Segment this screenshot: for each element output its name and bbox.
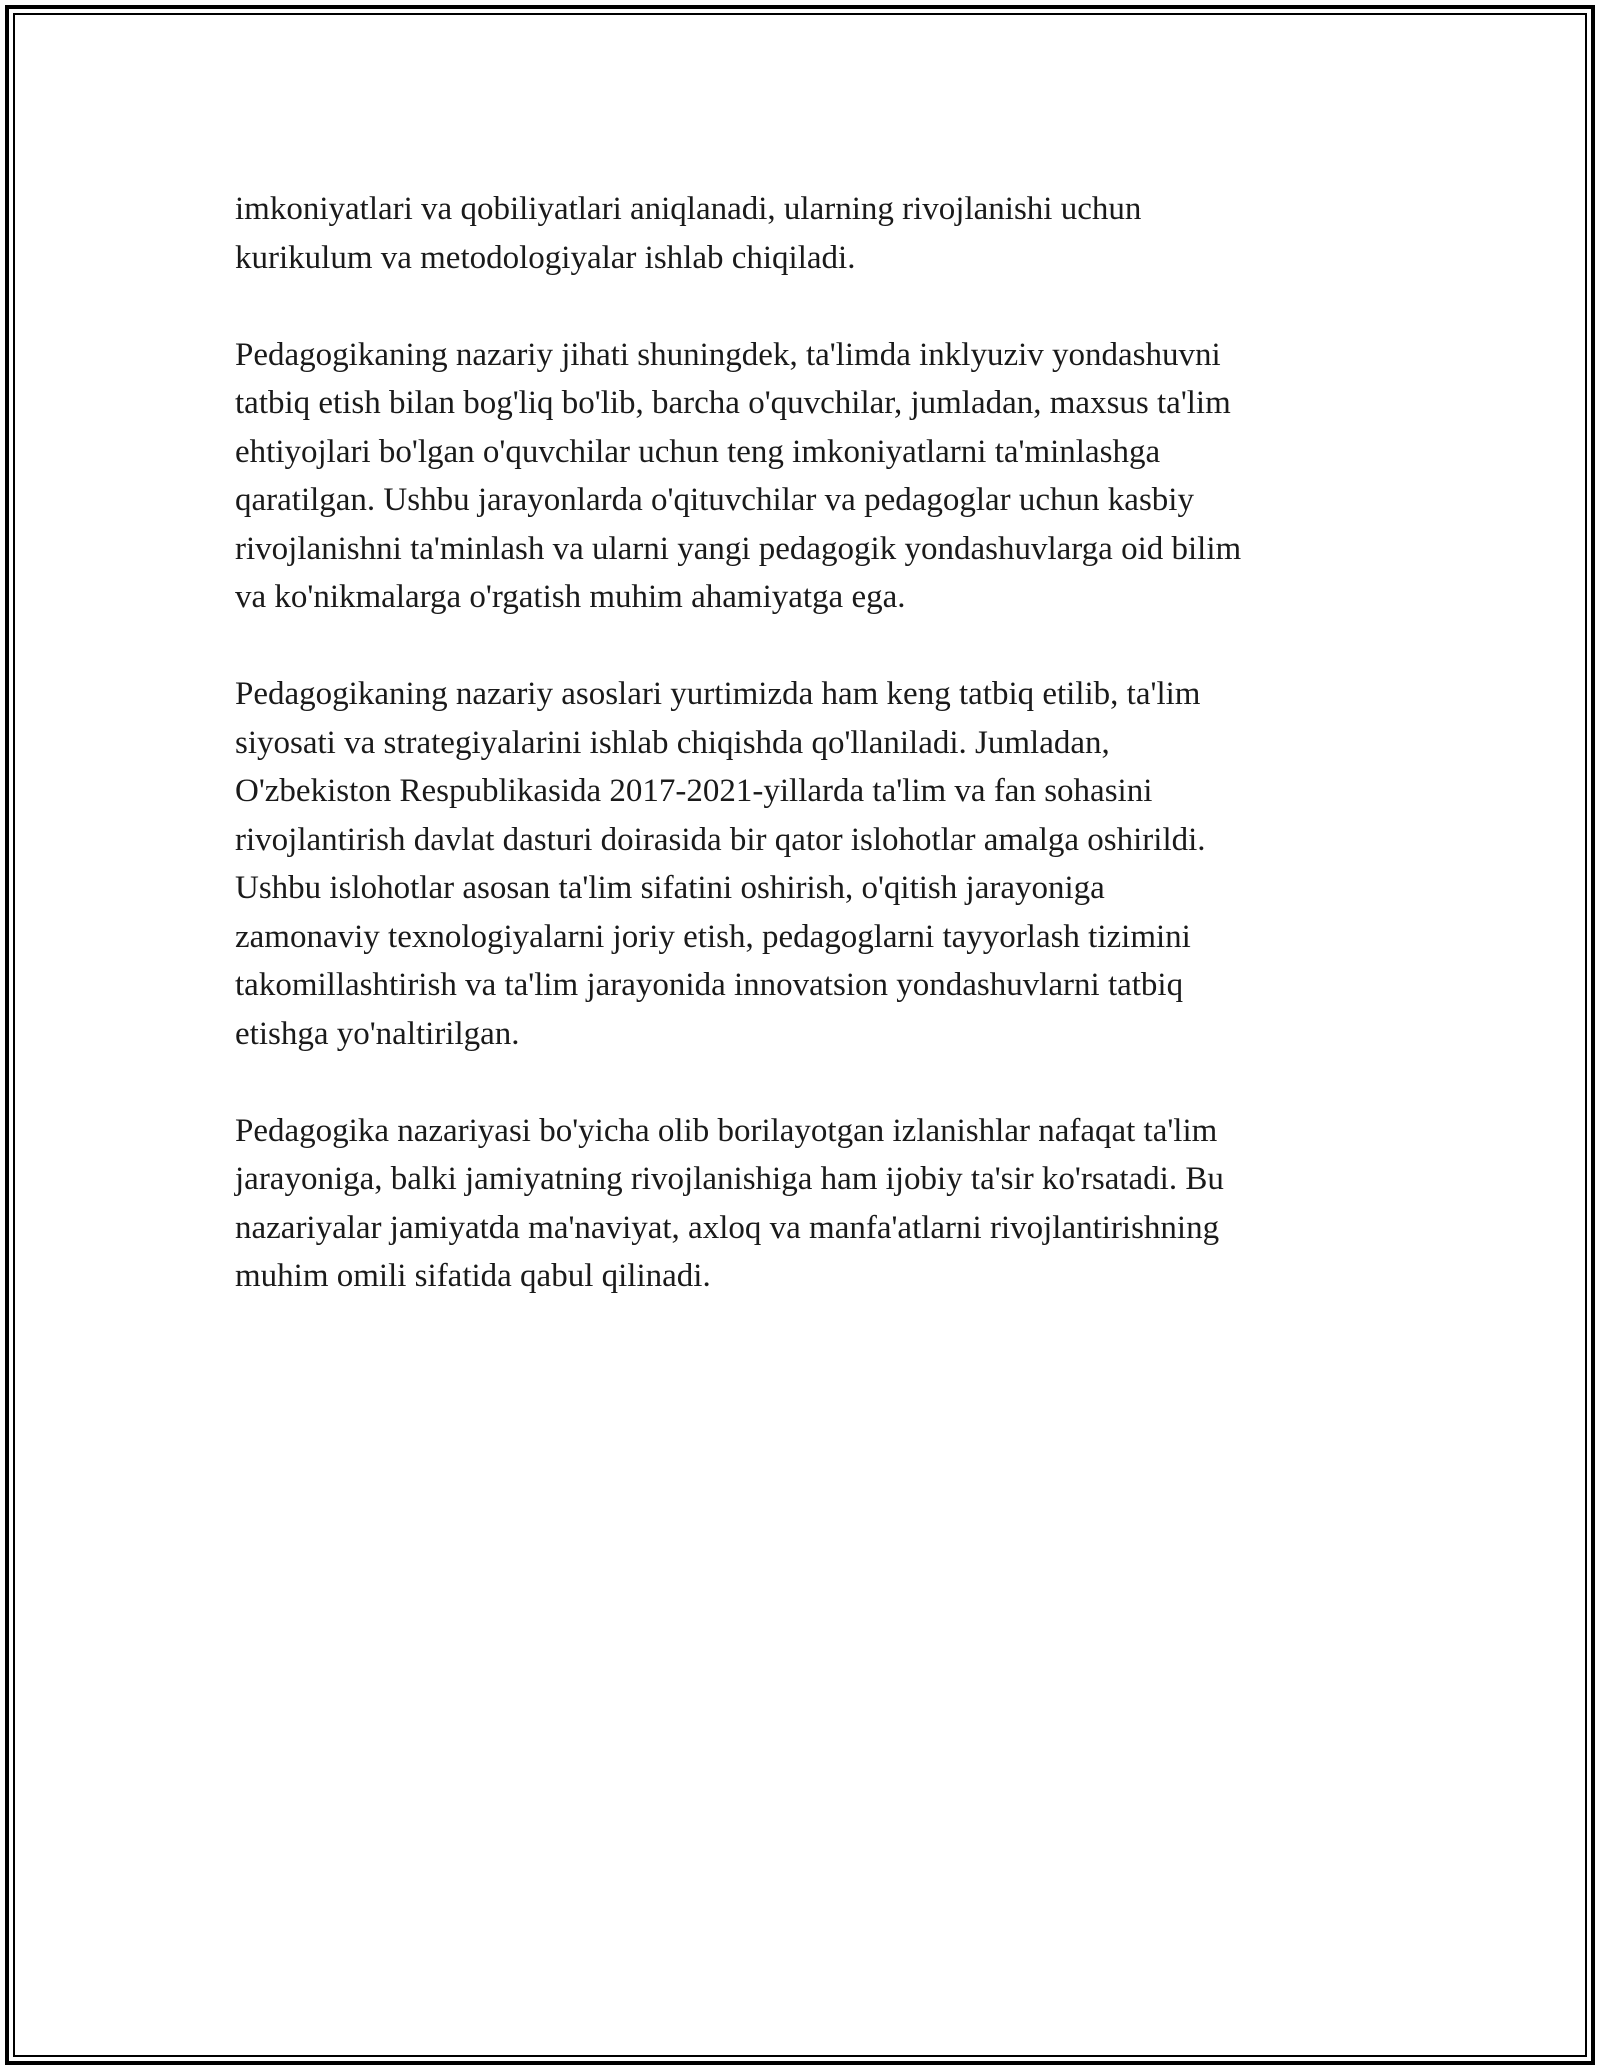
paragraph-1: imkoniyatlari va qobiliyatlari aniqlanadi, ularning rivojlanishi uchun kurikulum va metodologiyalar ishlab chiqiladi. [235,191,1142,276]
document-body [235,185,1375,1349]
paragraph-4: Pedagogika nazariyasi bo'yicha olib borilayotgan izlanishlar nafaqat ta'lim jarayoniga, balki jamiyatning rivojlanishiga ham ijobiy ta'sir ko'rsatadi. Bu nazariyalar jamiyatda ma'naviyat, axloq va manfa'atlarni rivojlantirishning muhim omili sifatida qabul qilinadi. [235,1112,1224,1294]
paragraph-2: Pedagogikaning nazariy jihati shuningdek, ta'limda inklyuziv yondashuvni tatbiq etish bilan bog'liq bo'lib, barcha o'quvchilar, jumladan, maxsus ta'lim ehtiyojlari bo'lgan o'quvchilar uchun teng imkoniyatlarni ta'minlashga qaratilgan. Ushbu jarayonlarda o'qituvchilar va pedagoglar uchun kasbiy rivojlanishni ta'minlash va ularni yangi pedagogik yondashuvlarga oid bilim va ko'nikmalarga o'rgatish muhim ahamiyatga ega. [235,336,1242,615]
paragraph-3: Pedagogikaning nazariy asoslari yurtimizda ham keng tatbiq etilib, ta'lim siyosati va strategiyalarini ishlab chiqishda qo'llaniladi. Jumladan, O'zbekiston Respublikasida 2017-2021-yillarda ta'lim va fan sohasini rivojlantirish davlat dasturi doirasida bir qator islohotlar amalga oshirildi. Ushbu islohotlar asosan ta'lim sifatini oshirish, o'qitish jarayoniga zamonaviy texnologiyalarni joriy etish, pedagoglarni tayyorlash tizimini takomillashtirish va ta'lim jarayonida innovatsion yondashuvlarni tatbiq etishga yo'naltirilgan. [235,676,1206,1052]
